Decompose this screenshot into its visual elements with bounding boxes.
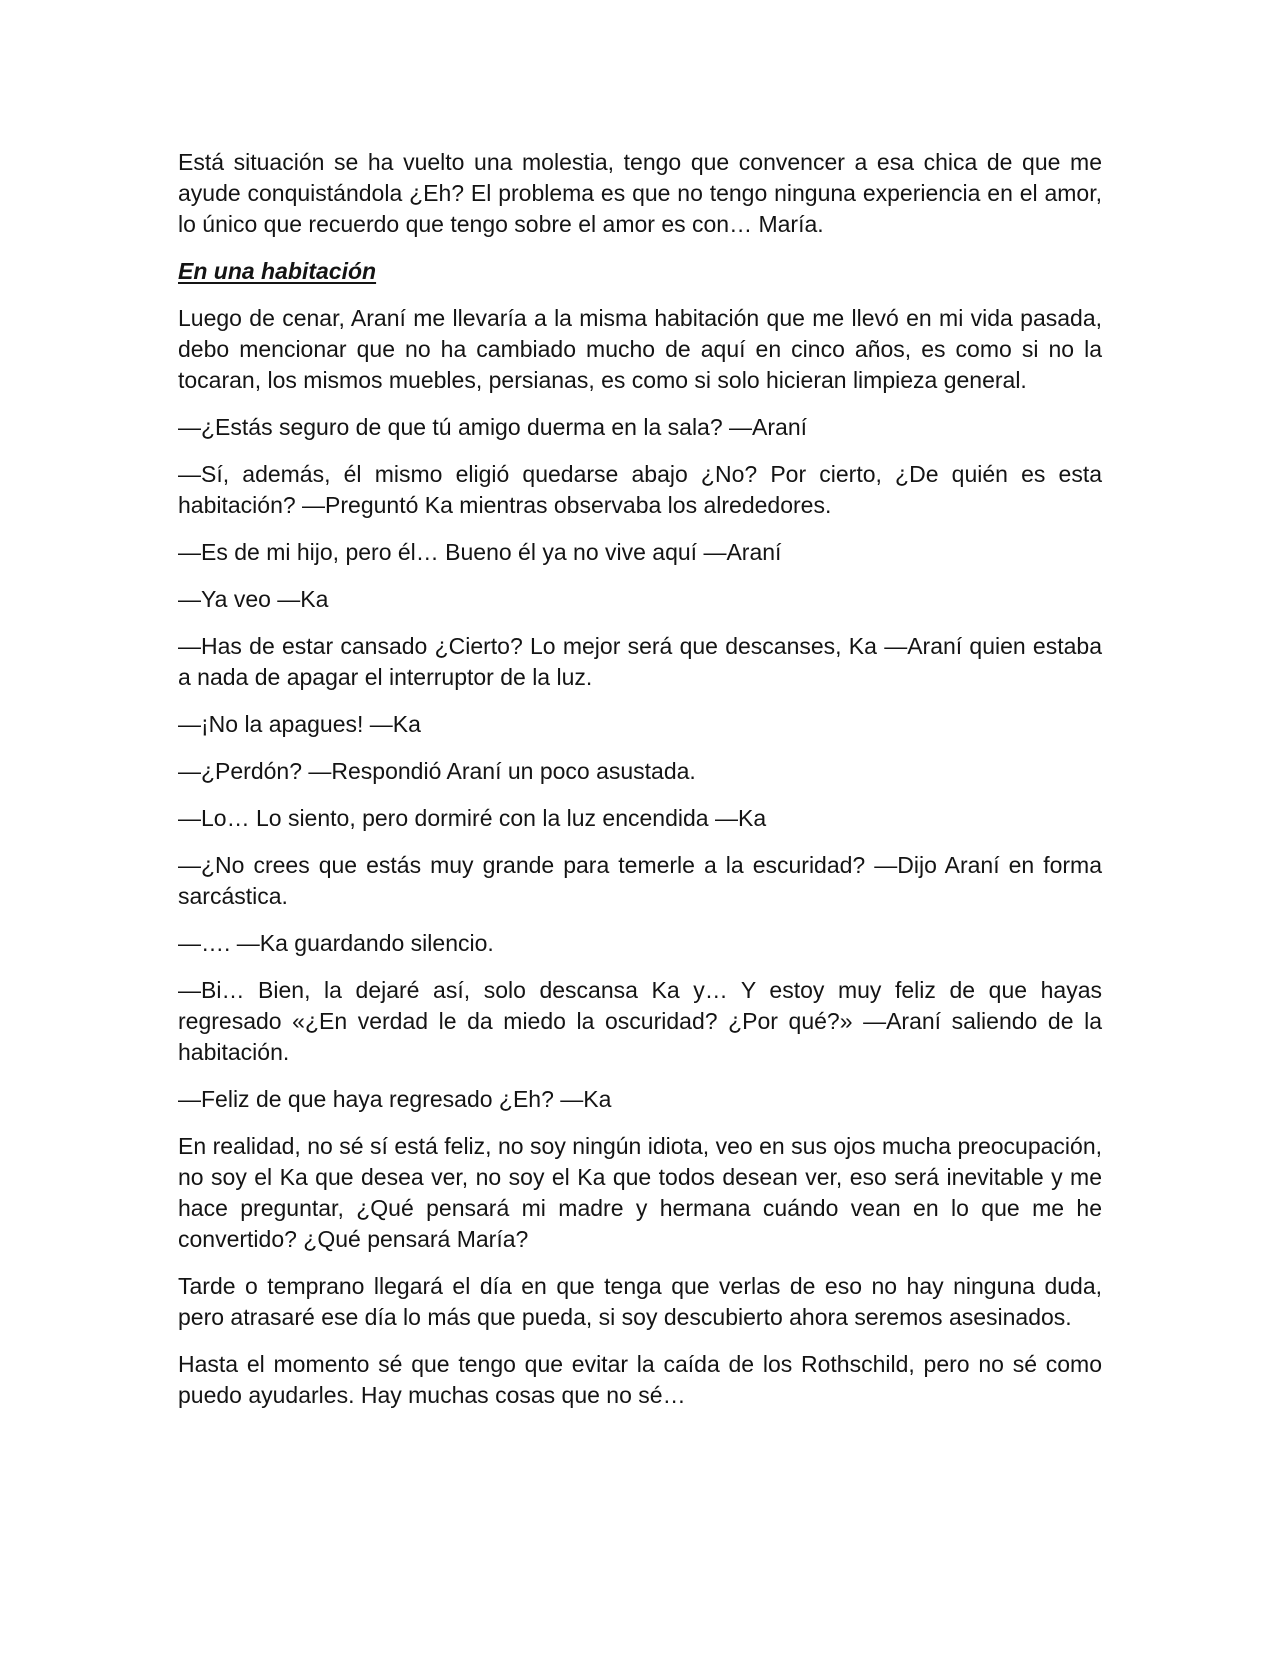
dialogue-line: —¿Estás seguro de que tú amigo duerma en la sala? —Araní — [178, 414, 808, 440]
paragraph: Tarde o temprano llegará el día en que tenga que verlas de eso no hay ninguna duda, pero atrasaré ese día lo más que pueda, si soy descubierto ahora seremos asesinados. — [178, 1273, 1102, 1330]
dialogue-line: —Feliz de que haya regresado ¿Eh? —Ka — [178, 1086, 612, 1112]
dialogue-line: —Bi… Bien, la dejaré así, solo descansa Ka y… Y estoy muy feliz de que hayas regresado «¿En verdad le da miedo la oscuridad? ¿Por qué?» —Araní saliendo de la habitación. — [178, 977, 1102, 1065]
dialogue-line: —Sí, además, él mismo eligió quedarse abajo ¿No? Por cierto, ¿De quién es esta habitación? —Preguntó Ka mientras observaba los alrededores. — [178, 461, 1102, 518]
document-body — [178, 147, 1102, 1427]
dialogue-line: —¡No la apagues! —Ka — [178, 711, 421, 737]
dialogue-line: —Lo… Lo siento, pero dormiré con la luz encendida —Ka — [178, 805, 767, 831]
section-heading: En una habitación — [178, 258, 377, 284]
paragraph: Luego de cenar, Araní me llevaría a la misma habitación que me llevó en mi vida pasada, debo mencionar que no ha cambiado mucho de aquí en cinco años, es como si no la tocaran, los mismos muebles, persianas, es como si solo hicieran limpieza general. — [178, 305, 1102, 393]
dialogue-line: —¿No crees que estás muy grande para temerle a la escuridad? —Dijo Araní en forma sarcástica. — [178, 852, 1102, 909]
paragraph: Hasta el momento sé que tengo que evitar la caída de los Rothschild, pero no sé como puedo ayudarles. Hay muchas cosas que no sé… — [178, 1351, 1102, 1408]
paragraph: En realidad, no sé sí está feliz, no soy ningún idiota, veo en sus ojos mucha preocupación, no soy el Ka que desea ver, no soy el Ka que todos desean ver, eso será inevitable y me hace preguntar, ¿Qué pensará mi madre y hermana cuándo vean en lo que me he convertido? ¿Qué pensará María? — [178, 1133, 1102, 1252]
paragraph: Está situación se ha vuelto una molestia, tengo que convencer a esa chica de que me ayude conquistándola ¿Eh? El problema es que no tengo ninguna experiencia en el amor, lo único que recuerdo que tengo sobre el amor es con… María. — [178, 149, 1102, 237]
dialogue-line: —Es de mi hijo, pero él… Bueno él ya no vive aquí —Araní — [178, 539, 782, 565]
dialogue-line: —¿Perdón? —Respondió Araní un poco asustada. — [178, 758, 696, 784]
dialogue-line: —…. —Ka guardando silencio. — [178, 930, 494, 956]
dialogue-line: —Has de estar cansado ¿Cierto? Lo mejor será que descanses, Ka —Araní quien estaba a nada de apagar el interruptor de la luz. — [178, 633, 1102, 690]
dialogue-line: —Ya veo —Ka — [178, 586, 329, 612]
